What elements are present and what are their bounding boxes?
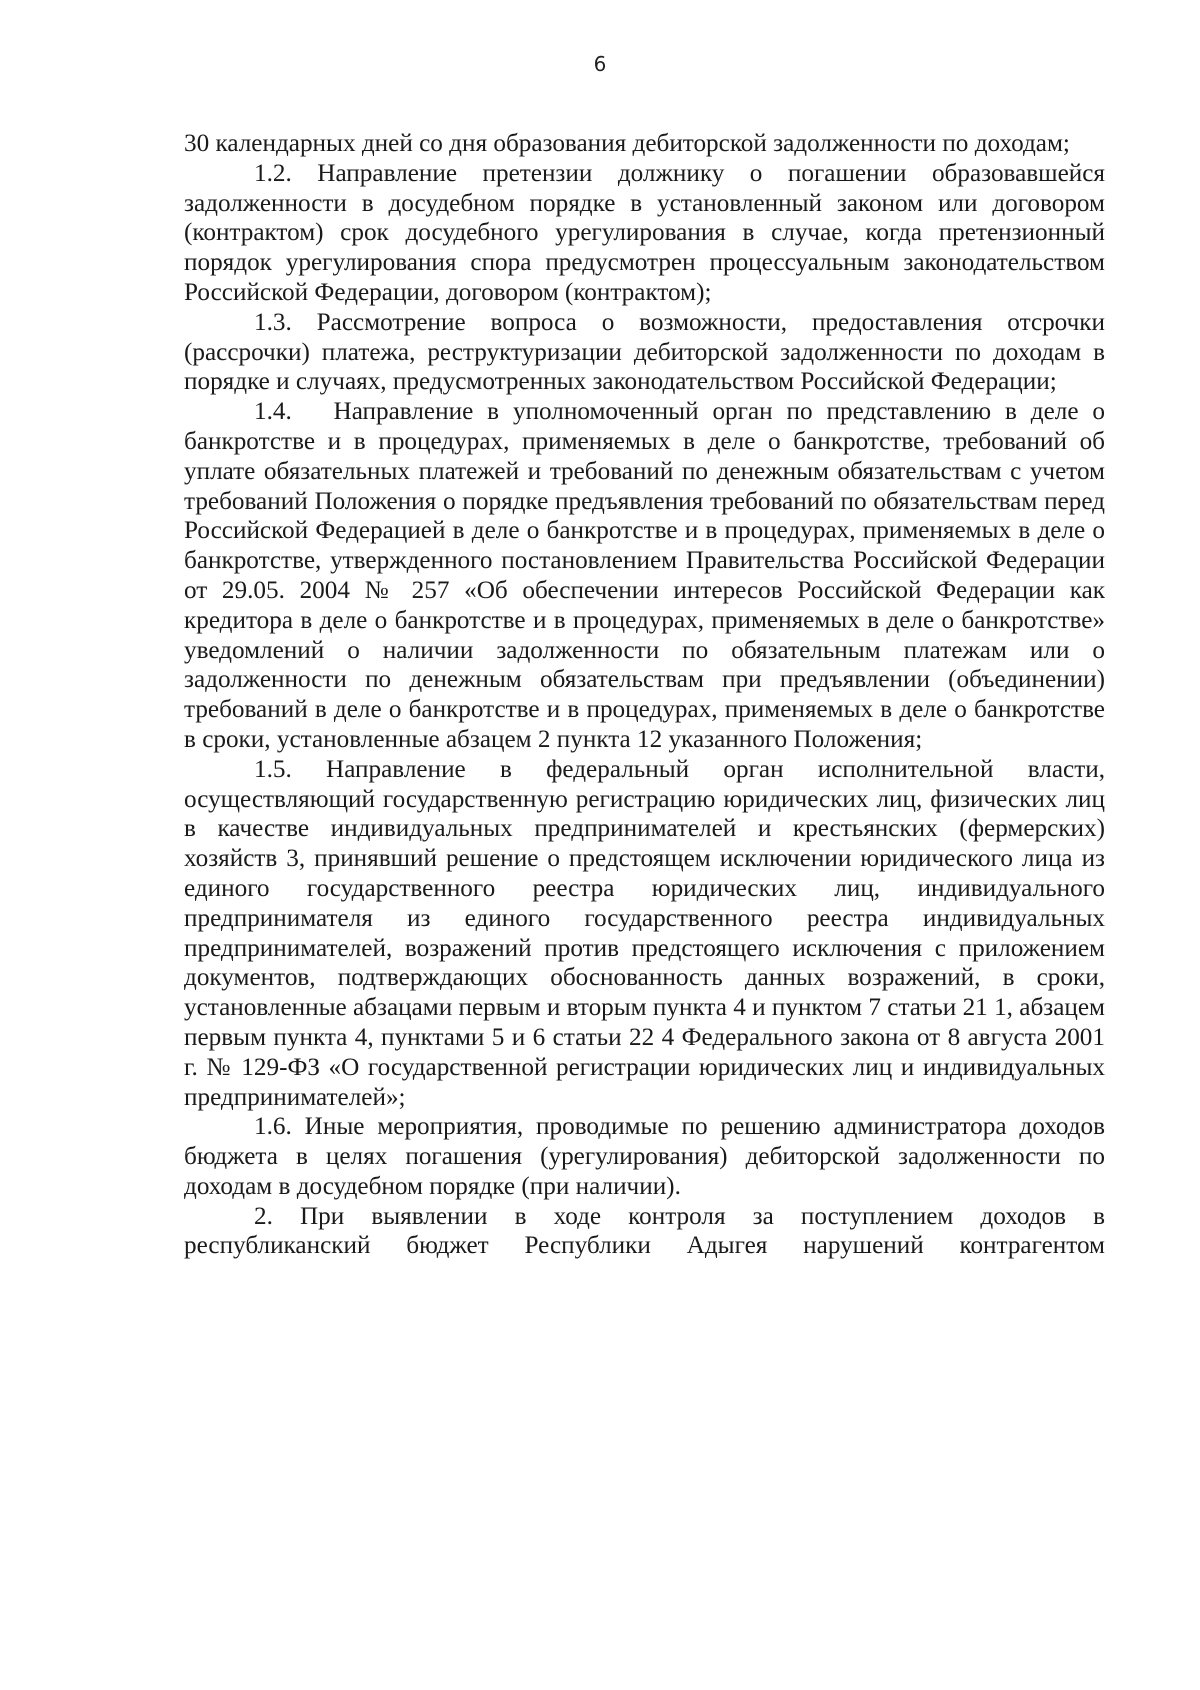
paragraph-1-2: 1.2. Направление претензии должнику о погашении образовавшейся задолженности в досудебном порядке в установленный законом или договором (контрактом) срок досудебного урегулирования в случае, когда претензионный порядок урегулирования спора предусмотрен процессуальным законодательством Российской Федерации, договором (контрактом); — [184, 159, 1105, 306]
paragraph-2: 2. При выявлении в ходе контроля за поступлением доходов в республиканский бюджет Республики Адыгея нарушений контрагентом — [184, 1202, 1105, 1260]
paragraph-1-6: 1.6. Иные мероприятия, проводимые по решению администратора доходов бюджета в целях погашения (урегулирования) дебиторской задолженности по доходам в досудебном порядке (при наличии). — [184, 1113, 1105, 1200]
paragraph-1-3: 1.3. Рассмотрение вопроса о возможности, предоставления отсрочки (рассрочки) платежа, реструктуризации дебиторской задолженности по доходам в порядке и случаях, предусмотренных законодательством Российской Федерации; — [184, 308, 1105, 396]
document-body — [184, 129, 1105, 1261]
page-number: 6 — [593, 52, 607, 76]
paragraph-continuation: 30 календарных дней со дня образования дебиторской задолженности по доходам; — [184, 130, 1070, 157]
paragraph-1-5: 1.5. Направление в федеральный орган исполнительной власти, осуществляющий государственную регистрацию юридических лиц, физических лиц в качестве индивидуальных предпринимателей и крестьянских (фермерских) хозяйств 3, принявший решение о предстоящем исключении юридического лица из единого государственного реестра юридических лиц, индивидуального предпринимателя из единого государственного реестра индивидуальных предпринимателей, возражений против предстоящего исключения с приложением документов, подтверждающих обоснованность данных возражений, в сроки, установленные абзацами первым и вторым пункта 4 и пунктом 7 статьи 21 1, абзацем первым пункта 4, пунктами 5 и 6 статьи 22 4 Федерального закона от 8 августа 2001 г. № 129-ФЗ «О государственной регистрации юридических лиц и индивидуальных предпринимателей»; — [184, 755, 1105, 1111]
paragraph-1-4: 1.4. Направление в уполномоченный орган по представлению в деле о банкротстве и в процедурах, применяемых в деле о банкротстве, требований об уплате обязательных платежей и требований по денежным обязательствам с учетом требований Положения о порядке предъявления требований по обязательствам перед Российской Федерацией в деле о банкротстве и в процедурах, применяемых в деле о банкротстве, утвержденного постановлением Правительства Российской Федерации от 29.05. 2004 № 257 «Об обеспечении интересов Российской Федерации как кредитора в деле о банкротстве и в процедурах, применяемых в деле о банкротстве» уведомлений о наличии задолженности по обязательным платежам или о задолженности по денежным обязательствам при предъявлении (объединении) требований в деле о банкротстве и в процедурах, применяемых в деле о банкротстве в сроки, установленные абзацем 2 пункта 12 указанного Положения; — [184, 398, 1105, 753]
